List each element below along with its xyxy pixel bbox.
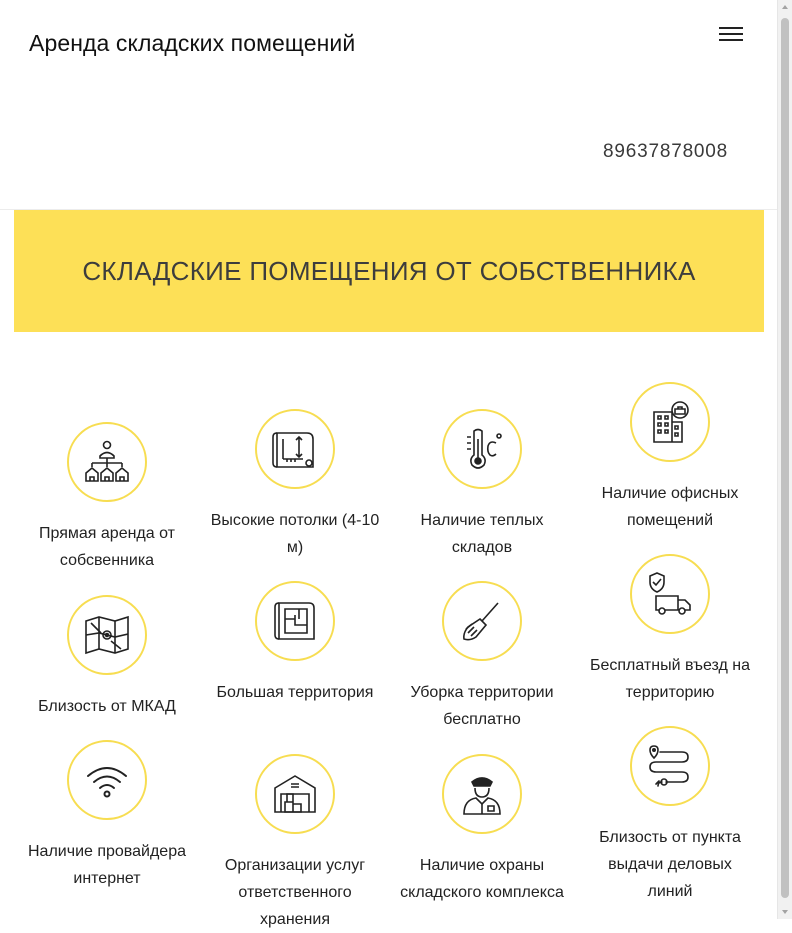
floor-plan-icon [271,597,319,645]
feature-label: Близость от МКАД [38,698,176,715]
feature-icon-circle [67,740,147,820]
feature-internet [22,740,192,892]
delivery-truck-shield-icon [646,570,694,618]
feature-icon-circle [255,409,335,489]
feature-high-ceilings [210,409,380,561]
feature-icon-circle [442,581,522,661]
office-building-icon [646,398,694,446]
feature-label: Близость от пункта выдачи деловых линий [599,829,741,900]
feature-label: Наличие офисных помещений [601,485,739,529]
broom-icon [458,597,506,645]
banner-title: СКЛАДСКИЕ ПОМЕЩЕНИЯ ОТ СОБСТВЕННИКА [82,255,696,286]
feature-direct-rent [22,422,192,574]
hero-banner [14,210,764,332]
vertical-scrollbar[interactable] [777,0,792,919]
delivery-route-icon [646,742,694,790]
scroll-up-arrow-icon[interactable] [782,5,788,9]
feature-free-cleaning [397,581,567,733]
ceiling-height-blueprint-icon [271,425,319,473]
feature-delivery-point [585,726,755,905]
feature-security [397,754,567,906]
feature-label: Наличие охраны складского комплекса [400,857,564,901]
feature-label: Бесплатный въезд на территорию [589,657,750,701]
feature-large-territory [210,581,380,706]
feature-icon-circle [67,422,147,502]
feature-icon-circle [255,581,335,661]
hamburger-menu-icon[interactable] [716,24,746,44]
scrollbar-thumb[interactable] [781,18,789,898]
feature-label: Прямая аренда от собсвенника [39,525,175,569]
feature-label: Организации услуг ответственного хранения [224,857,366,928]
feature-near-mkad [22,595,192,720]
feature-storage-services [210,754,380,933]
feature-warm-warehouses [397,409,567,561]
feature-icon-circle [630,726,710,806]
site-title[interactable]: Аренда складских помещений [29,30,356,56]
phone-number-link[interactable]: 89637878008 [603,141,729,162]
org-structure-houses-icon [83,438,131,486]
feature-icon-circle [442,754,522,834]
feature-label: Наличие провайдера интернет [28,843,186,887]
scroll-down-arrow-icon[interactable] [782,910,788,914]
thermometer-celsius-icon [458,425,506,473]
feature-offices [585,382,755,534]
feature-label: Уборка территории бесплатно [410,684,554,728]
feature-label: Большая территория [216,684,374,701]
security-guard-icon [458,770,506,818]
map-location-icon [83,611,131,659]
feature-icon-circle [255,754,335,834]
feature-label: Наличие теплых складов [420,512,544,556]
feature-icon-circle [630,554,710,634]
feature-icon-circle [630,382,710,462]
wifi-icon [83,756,131,804]
feature-free-entry [585,554,755,706]
warehouse-boxes-icon [271,770,319,818]
feature-icon-circle [67,595,147,675]
feature-icon-circle [442,409,522,489]
feature-label: Высокие потолки (4-10 м) [210,512,380,556]
